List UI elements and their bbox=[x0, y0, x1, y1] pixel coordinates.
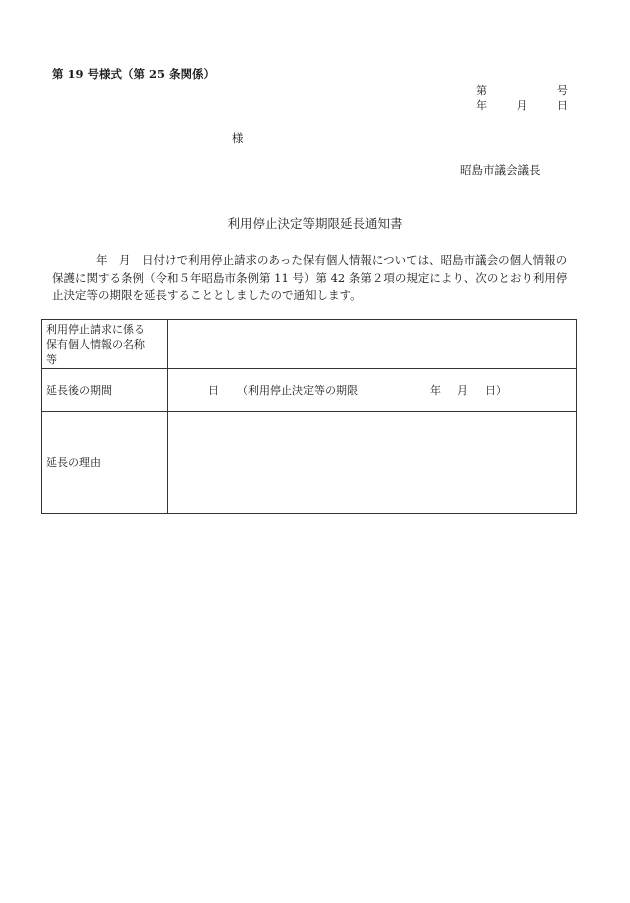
sender-name: 昭島市議会議長 bbox=[460, 163, 541, 177]
extension-period bbox=[172, 382, 572, 398]
doc-number-suffix: 号 bbox=[557, 84, 568, 97]
row2-label: 延長後の期間 bbox=[42, 369, 168, 412]
period-day-close: 日） bbox=[485, 384, 507, 397]
date-day: 日 bbox=[557, 99, 568, 112]
period-year: 年 bbox=[430, 384, 441, 397]
row1-value bbox=[168, 320, 577, 369]
period-deadline-label: （利用停止決定等の期限 bbox=[237, 384, 358, 397]
body-line-3: 止決定等の期限を延長することとしましたので通知します。 bbox=[52, 288, 362, 302]
table-row bbox=[42, 320, 577, 369]
body-line-2: 保護に関する条例（令和５年昭島市条例第 11 号）第 42 条第２項の規定により、次のとおり利用停 bbox=[52, 270, 568, 285]
table-row bbox=[42, 412, 577, 514]
date-line bbox=[476, 97, 568, 113]
notice-table bbox=[41, 319, 577, 514]
row3-value bbox=[168, 412, 577, 514]
body-line-1: 年 月 日付けで利用停止請求のあった保有個人情報については、昭島市議会の個人情報の bbox=[96, 253, 568, 267]
document-title: 利用停止決定等期限延長通知書 bbox=[227, 216, 403, 231]
recipient-honorific: 様 bbox=[232, 131, 244, 145]
row1-label-line: 保有個人情報の名称 bbox=[46, 337, 145, 351]
date-year: 年 bbox=[476, 99, 487, 112]
period-day: 日 bbox=[208, 384, 219, 397]
period-month: 月 bbox=[457, 384, 468, 397]
row1-label-line: 等 bbox=[46, 352, 57, 366]
row2-value bbox=[168, 369, 577, 412]
table-row bbox=[42, 369, 577, 412]
form-number: 第 19 号様式（第 25 条関係） bbox=[52, 67, 216, 81]
row1-label bbox=[42, 320, 168, 369]
row1-label-line: 利用停止請求に係る bbox=[46, 322, 145, 336]
doc-number-prefix: 第 bbox=[476, 84, 487, 97]
body-paragraph bbox=[52, 252, 579, 305]
date-month: 月 bbox=[516, 99, 528, 112]
document-number-line bbox=[476, 82, 568, 98]
row3-label: 延長の理由 bbox=[42, 412, 168, 514]
